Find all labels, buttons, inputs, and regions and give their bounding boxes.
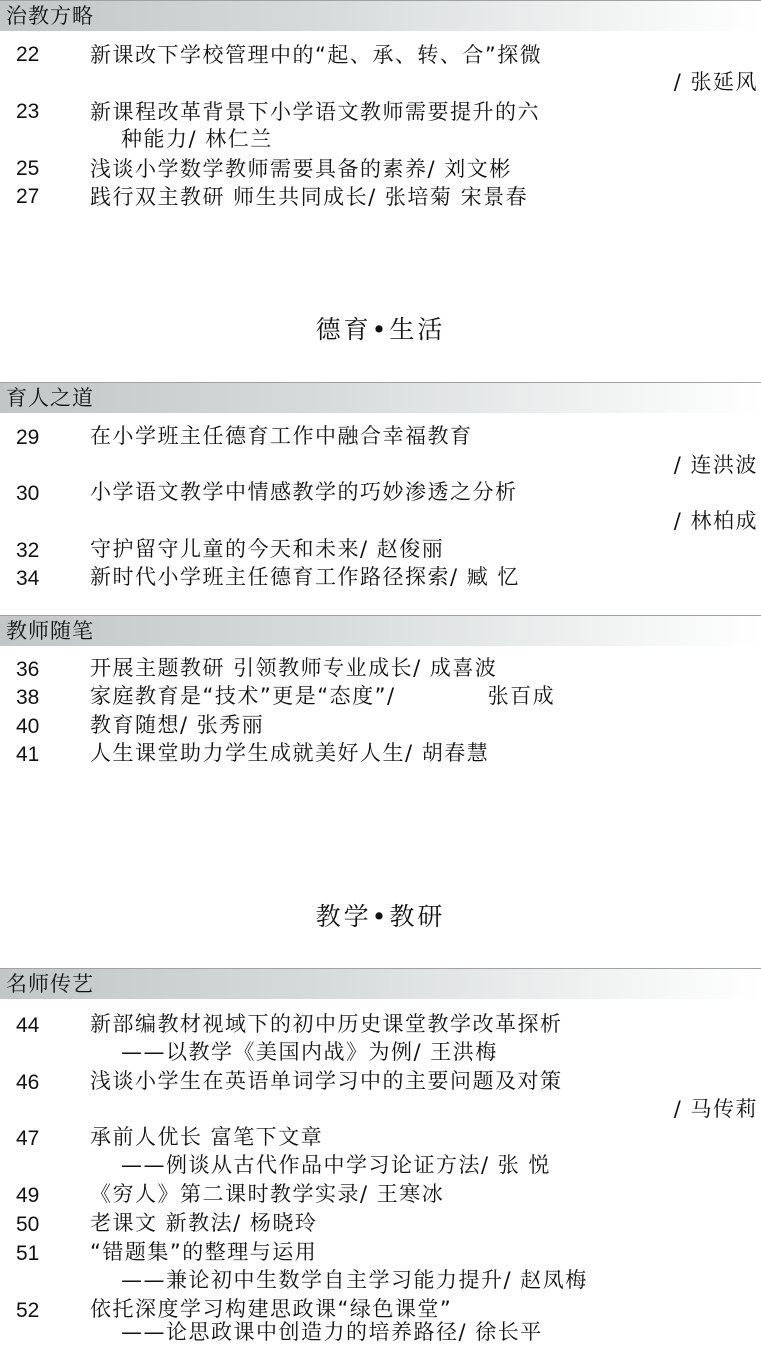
page-number: 52 [16, 1299, 40, 1322]
article-subtitle: ——以教学《美国内战》为例/ 王洪梅 [121, 1040, 498, 1064]
section-title-dev-life: 德育•生活 [315, 315, 446, 344]
page-number: 34 [16, 567, 40, 590]
article-title: 践行双主教研 师生共同成长/ 张培菊 宋景春 [90, 185, 529, 209]
article-author: / 林柏成 [673, 509, 758, 533]
article-title: 小学语文教学中情感教学的巧妙渗透之分析 [90, 480, 518, 504]
page-number: 32 [16, 539, 40, 562]
category-band-yuren [0, 382, 761, 413]
category-label: 名师传艺 [6, 972, 94, 996]
article-title: 浅谈小学生在英语单词学习中的主要问题及对策 [90, 1069, 563, 1093]
article-subtitle: ——例谈从古代作品中学习论证方法/ 张 悦 [121, 1153, 551, 1177]
article-author: / 张延风 [673, 70, 758, 94]
page-number: 51 [16, 1242, 40, 1265]
article-title: 在小学班主任德育工作中融合幸福教育 [90, 424, 473, 448]
category-label: 治教方略 [6, 4, 94, 28]
page-number: 30 [16, 482, 40, 505]
article-title: 新课程改革背景下小学语文教师需要提升的六 [90, 100, 540, 124]
article-author: / 连洪波 [673, 453, 758, 477]
article-author: 张百成 [487, 684, 556, 708]
page-number: 50 [16, 1213, 40, 1236]
section-title-teach-research: 教学•教研 [315, 902, 446, 931]
article-title: 《穷人》第二课时教学实录/ 王寒冰 [90, 1182, 445, 1206]
page-number: 23 [16, 100, 40, 123]
category-band-suibi [0, 615, 761, 646]
category-band-mingshi [0, 968, 761, 999]
page-number: 41 [16, 743, 40, 766]
category-band-zhijiao [0, 0, 761, 31]
page-number: 49 [16, 1184, 40, 1207]
article-title: 教育随想/ 张秀丽 [90, 713, 265, 737]
article-title-text: 家庭教育是“技术”更是“态度”/ [90, 684, 396, 708]
article-title: 新部编教材视域下的初中历史课堂教学改革探析 [90, 1012, 563, 1036]
page-number: 38 [16, 686, 40, 709]
article-title: 新时代小学班主任德育工作路径探索/ 臧 忆 [90, 565, 520, 589]
article-title: 守护留守儿童的今天和未来/ 赵俊丽 [90, 537, 445, 561]
article-author: / 马传莉 [673, 1097, 758, 1121]
page-number: 44 [16, 1014, 40, 1037]
article-title: 新课改下学校管理中的“起、承、转、合”探微 [90, 43, 543, 67]
article-title: 老课文 新教法/ 杨晓玲 [90, 1211, 318, 1235]
article-title: 浅谈小学数学教师需要具备的素养/ 刘文彬 [90, 157, 512, 181]
page-number: 47 [16, 1127, 40, 1150]
article-title [90, 682, 555, 710]
page-number: 40 [16, 715, 40, 738]
page-number: 36 [16, 658, 40, 681]
page-number: 27 [16, 185, 40, 208]
article-title: 开展主题教研 引领教师专业成长/ 成喜波 [90, 656, 498, 680]
article-subtitle: ——兼论初中生数学自主学习能力提升/ 赵凤梅 [121, 1268, 588, 1292]
page-number: 46 [16, 1071, 40, 1094]
article-subtitle: ——论思政课中创造力的培养路径/ 徐长平 [121, 1320, 543, 1344]
article-title: 依托深度学习构建思政课“绿色课堂” [90, 1297, 453, 1321]
page-number: 22 [16, 43, 40, 66]
article-title-continued: 种能力/ 林仁兰 [121, 127, 273, 151]
article-title: 承前人优长 富笔下文章 [90, 1125, 324, 1149]
page-number: 25 [16, 157, 40, 180]
category-label: 育人之道 [6, 386, 94, 410]
page-number: 29 [16, 426, 40, 449]
category-label: 教师随笔 [6, 619, 94, 643]
article-title: “错题集”的整理与运用 [90, 1240, 318, 1264]
article-title: 人生课堂助力学生成就美好人生/ 胡春慧 [90, 741, 490, 765]
